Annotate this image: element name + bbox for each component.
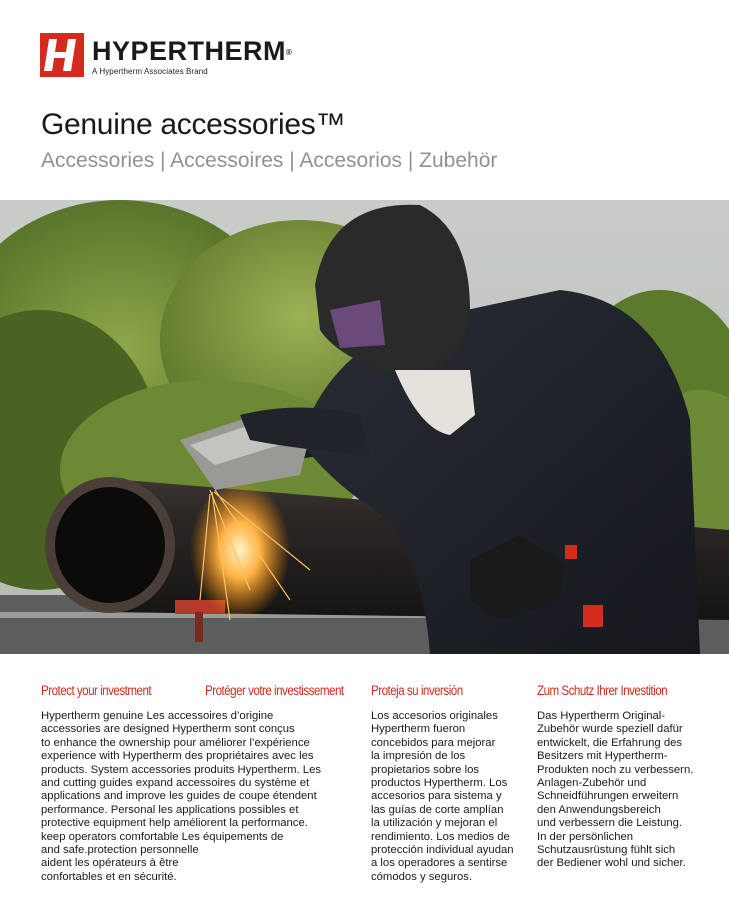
page-title: Genuine accessories™ bbox=[41, 108, 346, 141]
brand-wordmark: HYPERTHERM® bbox=[92, 36, 293, 66]
body-en-fr: Hypertherm genuine Les accessoires d’origine accessories are designed Hypertherm sont conçus to enhance the ownership pour améliorer l’expérience experience with Hypertherm des propriétaires avec les products. System accessories produits Hypertherm. Les and cutting guides expand accessoires du système et applications and improve les guides de coupe étendent performance. Personal les applications possibles et protective equipment help améliorent la performance. keep operators comfortable Les équipements de and safe.protection personnelle aident les opérateurs à être confortables et en sécurité. bbox=[41, 710, 322, 883]
welder-cutting-pipe-photo bbox=[0, 200, 729, 654]
body-es: Los accesorios originales Hypertherm fueron concebidos para mejorar la impresión de los propietarios sobre los productos Hypertherm. Los accesorios para sistema y las guías de corte amplían la utilización y mejoran el rendimiento. Los medios de protección individual ayudan a los operadores a sentirse cómodos y seguros. bbox=[371, 710, 514, 883]
brand-logo bbox=[40, 33, 292, 77]
heading-proteger-votre-investissement: Protéger votre investissement bbox=[205, 683, 344, 698]
heading-protect-your-investment: Protect your investment bbox=[41, 683, 152, 698]
column-en-fr bbox=[41, 682, 341, 884]
hypertherm-logo-icon bbox=[40, 33, 84, 77]
heading-proteja-su-inversion: Proteja su inversión bbox=[371, 683, 463, 698]
column-de bbox=[537, 682, 717, 871]
brand-tagline: A Hypertherm Associates Brand bbox=[92, 67, 208, 76]
body-de: Das Hypertherm Original- Zubehör wurde speziell dafür entwickelt, die Erfahrung des Besitzers mit Hypertherm- Produkten noch zu verbessern. Anlagen-Zubehör und Schneidführungen erweitern den Anwendungsbereich und verbessern die Leistung. In der persönlichen Schutzausrüstung fühlt sich der Bediener wohl und sicher. bbox=[537, 710, 694, 870]
page-subtitle: Accessories | Accessoires | Accesorios | Zubehör bbox=[41, 149, 498, 172]
heading-zum-schutz-ihrer-investition: Zum Schutz Ihrer Investition bbox=[537, 683, 668, 698]
column-es bbox=[371, 682, 521, 884]
